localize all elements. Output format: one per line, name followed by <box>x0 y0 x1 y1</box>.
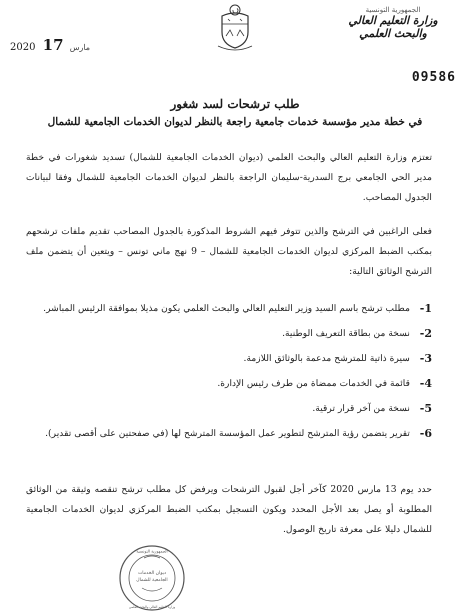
list-item <box>30 327 432 341</box>
list-item <box>30 427 432 441</box>
seal-office-text-2: الجامعية للشمال <box>136 578 168 583</box>
requirements-paragraph: فعلى الراغبين في الترشح والذين تتوفر فيهم الشروط المذكورة بالجدول المصاحب تقديم ملفات ترشحهم بمكتب الضبط المركزي لديوان الخدمات الجامعية للشمال – 9 نهج ماني تونس – ويتعين أن يتضمن ملف الترشح الوثائق التالية: <box>26 226 433 277</box>
official-seal-icon <box>118 544 186 612</box>
seal-office-text: ديوان الخدمات <box>137 571 167 576</box>
document-title: طلب ترشحات لسد شغور <box>170 97 300 111</box>
item-number: 2- <box>419 327 432 340</box>
document-subtitle: في خطة مدير مؤسسة خدمات جامعية راجعة بالنظر لديوان الخدمات الجامعية للشمال <box>47 116 423 128</box>
national-emblem-icon <box>212 2 258 52</box>
item-number: 3- <box>419 352 432 365</box>
seal-ministry-text: وزارة التعليم العالي والبحث العلمي <box>128 605 176 609</box>
item-text: تقرير يتضمن رؤية المترشح لتطوير عمل المؤسسة المترشح لها (في صفحتين على أقصى تقدير). <box>45 428 410 439</box>
ministry-name-line2: والبحث العلمي <box>359 27 427 40</box>
item-text: سيرة ذاتية للمترشح مدعمة بالوثائق اللازمة. <box>243 353 410 364</box>
list-item <box>30 402 432 416</box>
intro-paragraph: تعتزم وزارة التعليم العالي والبحث العلمي (ديوان الخدمات الجامعية للشمال) تسديد شغورات في خطة مدير الحي الجامعي برج السدرية-سليمان الراجعة بالنظر لديوان الخدمات الجامعية للشمال وفقا لبيانات الجدول المصاحب. <box>26 152 432 203</box>
item-number: 5- <box>419 402 432 415</box>
item-text: نسخة من آخر قرار ترقية. <box>312 403 410 414</box>
date-day: 17 <box>42 36 64 54</box>
list-item <box>30 352 432 366</box>
seal-republic-text: الجمهورية التونسية <box>136 548 168 554</box>
ministry-name-line1: وزارة التعليم العالي <box>348 14 438 27</box>
item-number: 6- <box>419 427 432 440</box>
date-stamp <box>10 36 93 54</box>
item-text: مطلب ترشح باسم السيد وزير التعليم العالي والبحث العلمي يكون مذيلا بموافقة الرئيس المباشر. <box>43 303 410 314</box>
republic-label: الجمهورية التونسية <box>365 6 421 14</box>
list-item <box>30 302 432 316</box>
item-number: 1- <box>419 302 432 315</box>
date-year: 2020 <box>10 42 36 53</box>
item-text: نسخة من بطاقة التعريف الوطنية. <box>282 328 410 339</box>
item-text: قائمة في الخدمات ممضاة من طرف رئيس الإدارة. <box>217 378 410 389</box>
item-number: 4- <box>419 377 432 390</box>
deadline-paragraph: حدد يوم 13 مارس 2020 كآخر أجل لقبول الترشحات ويرفض كل مطلب ترشح تنقصه وثيقة من الوثائق المطلوبة أو يصل بعد الأجل المحدد ويكون التسجيل بمكتب الضبط المركزي لديوان الخدمات الجامعية للشمال دليلا على معرفة تاريخ الوصول. <box>26 484 432 535</box>
reference-number: 09586 <box>411 70 456 85</box>
documents-list <box>30 302 432 452</box>
ministry-header <box>328 6 458 40</box>
date-month: مارس <box>69 43 91 52</box>
list-item <box>30 377 432 391</box>
